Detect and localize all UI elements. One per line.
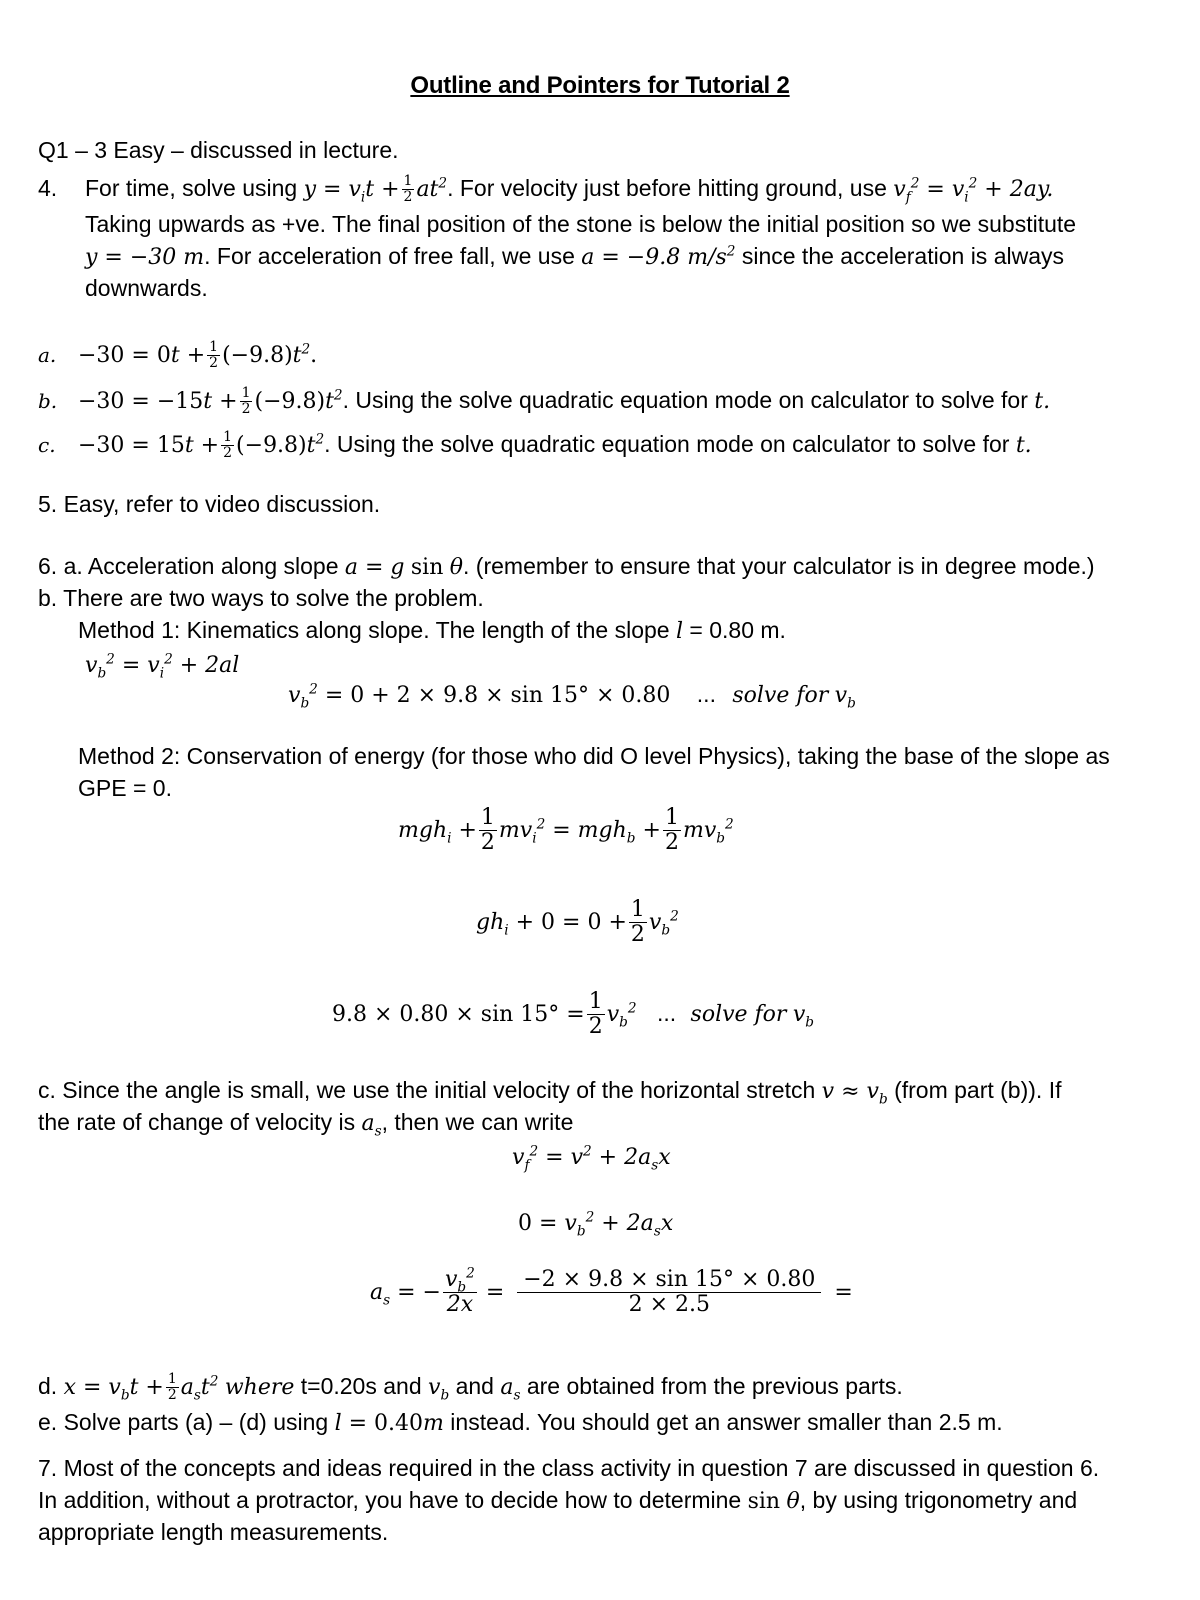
energy-eq-1: mgh$_i$ + $\frac{1}{2}$ $mv_i^2 = mgh_b$ + $\frac{1}{2}$ $mv_b^2$ [398,805,734,856]
q4-line-1: 4. For time, solve using $y = v_it$ + $\frac{1}{2}$ $at^2$. For velocity just before hitting ground, use $v_f^2 = v_i^2 + 2ay$. [38,173,1054,206]
q6-part-c-line-2: the rate of change of velocity is $a_s$, then we can write [38,1109,574,1140]
q6-method-1-eq-1: $v_b^2 = v_i^2 + 2al$ [85,651,240,682]
q6-method-1: Method 1: Kinematics along slope. The length of the slope l = 0.80 m. [78,617,786,644]
q7-line-3: appropriate length measurements. [38,1519,389,1545]
q6-part-c-line-1: c. Since the angle is small, we use the initial velocity of the horizontal stretch $v \approx v_b$ (from part (b)). If [38,1077,1062,1108]
q4-l1-b: . For velocity just before hitting ground, use [447,175,887,201]
q7-line-2: In addition, without a protractor, you have to decide how to determine sin θ, by using trigonometry and [38,1487,1078,1514]
q6-part-a: 6. a. Acceleration along slope a = g sin θ. (remember to ensure that your calculator is in degree mode.) [38,553,1095,580]
q4-part-c: c. −30 = 15t + $\frac{1}{2}$ $(-9.8)t^2$. Using the solve quadratic equation mode on calculator to solve for t. [38,429,1032,462]
q6-part-b: b. There are two ways to solve the problem. [38,585,484,611]
q6-method-2-line-1: Method 2: Conservation of energy (for those who did O level Physics), taking the base of the slope as [78,743,1110,769]
q6-part-e: e. Solve parts (a) – (d) using l = 0.40m instead. You should get an answer smaller than 2.5 m. [38,1409,1003,1436]
q5-text: 5. Easy, refer to video discussion. [38,491,381,517]
q6-c-eq-3: $a_s$ = − $\frac{v_b^2}{2x}$ = $\frac{-2 \times 9.8 \times \sin 15^\circ \times 0.80}{2 \times 2.5}$ = [370,1265,853,1318]
q4-part-a: a. −30 = 0t + $\frac{1}{2}$ $(-9.8)t^2$. [38,339,318,372]
q7-line-1: 7. Most of the concepts and ideas required in the class activity in question 7 are discussed in question 6. [38,1455,1100,1481]
q6-c-eq-2: $0 = v_b^2 + 2a_sx$ [518,1209,674,1240]
q1-3-text: Q1 – 3 Easy – discussed in lecture. [38,137,399,163]
q4-line-4: downwards. [85,275,208,301]
q4-eq-1: $y = v_it$ + [303,177,400,206]
q6-c-eq-1: $v_f^2 = v^2 + 2a_sx$ [512,1143,671,1174]
half-fraction: $\frac{1}{2}$ [403,173,413,206]
q4-part-b: b. −30 = −15t + $\frac{1}{2}$ $(-9.8)t^2$. Using the solve quadratic equation mode on calculator to solve for t. [38,385,1051,418]
q4-eq-2: $v_f^2 = v_i^2 + 2ay$. [893,175,1054,206]
energy-eq-2: $gh_i + 0 = 0$ + $\frac{1}{2}$ $v_b^2$ [476,897,679,948]
page-title: Outline and Pointers for Tutorial 2 [410,72,790,99]
q6-method-1-eq-2: $v_b^2 = 0 + 2 \times 9.8 \times \sin 15^\circ \times 0.80$ ... solve for $v_b$ [288,681,856,712]
q6-part-d: d. $x = v_bt$ + $\frac{1}{2}$ $a_st^2$ where t=0.20s and $v_b$ and $a_s$ are obtained from the previous parts. [38,1371,903,1404]
q4-l1-a: For time, solve using [85,175,298,201]
energy-eq-3: 9.8 × 0.80 × sin 15° = $\frac{1}{2}$ $v_b^2$ ... solve for $v_b$ [332,989,815,1040]
q6-method-2-line-2: GPE = 0. [78,775,172,801]
q4-line-3: y = −30 m. For acceleration of free fall, we use a = −9.8 $m/s^2$ since the acceleration is always [85,243,1065,270]
q4-line-2: Taking upwards as +ve. The final position of the stone is below the initial position so we substitute [85,211,1077,237]
q4-number: 4. [38,175,58,201]
